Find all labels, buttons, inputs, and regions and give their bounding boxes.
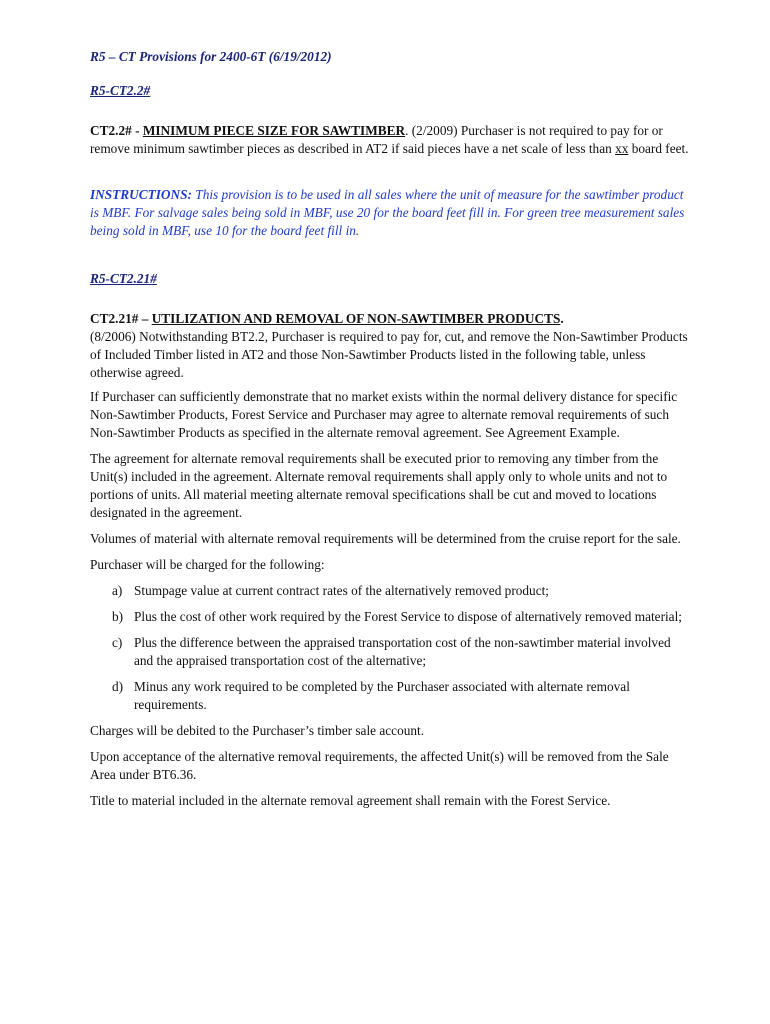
paragraph: Charges will be debited to the Purchaser’s timber sale account. [90, 723, 425, 738]
instructions-text: This provision is to be used in all sales where the unit of measure for the sawtimber product is MBF. For salvage sales being sold in MBF, use 20 for the board feet fill in. For green tree measurement sales being sold in MBF, use 10 for the board feet fill in. [90, 187, 685, 238]
paragraph: Purchaser will be charged for the following: [90, 557, 325, 572]
list-marker: c) [112, 635, 123, 650]
paragraph: If Purchaser can sufficiently demonstrate that no market exists within the normal delivery distance for specific Non-Sawtimber Products, Forest Service and Purchaser may agree to alternate removal requirements of such Non-Sawtimber Products as specified in the alternate removal agreement. See Agreement Example. [90, 389, 678, 440]
list-item [90, 678, 690, 714]
clause-code: CT2.2# [90, 123, 132, 138]
clause-title: UTILIZATION AND REMOVAL OF NON-SAWTIMBER PRODUCTS [151, 311, 561, 326]
list-item [90, 582, 690, 600]
clause-code: CT2.21# [90, 311, 139, 326]
list-item [90, 608, 690, 626]
paragraph: The agreement for alternate removal requirements shall be executed prior to removing any timber from the Unit(s) included in the agreement. Alternate removal requirements shall apply only to whole units and not to portions of units. All material meeting alternate removal specifications shall be cut and moved to locations designated in the agreement. [90, 451, 668, 520]
paragraph: Volumes of material with alternate removal requirements will be determined from the cruise report for the sale. [90, 531, 681, 546]
clause-body-end: board feet. [628, 141, 689, 156]
clause-ct2-2 [90, 122, 690, 158]
list-marker: a) [112, 583, 123, 598]
list-item [90, 634, 690, 670]
clause-separator: - [131, 123, 143, 138]
list-text: Plus the difference between the appraised transportation cost of the non-sawtimber material involved and the appraised transportation cost of the alternative; [134, 635, 671, 668]
list-marker: b) [112, 609, 124, 624]
fill-in-xx: xx [615, 141, 629, 156]
document-page [90, 48, 690, 818]
clause-date: . (2/2009) [405, 123, 461, 138]
paragraph: Title to material included in the alternate removal agreement shall remain with the Forest Service. [90, 793, 611, 808]
list-text: Stumpage value at current contract rates of the alternatively removed product; [134, 583, 549, 598]
list-marker: d) [112, 679, 124, 694]
clause-title: MINIMUM PIECE SIZE FOR SAWTIMBER [142, 123, 406, 138]
instructions-block [90, 186, 690, 240]
clause-ct2-21-intro [90, 310, 690, 382]
paragraph: Upon acceptance of the alternative removal requirements, the affected Unit(s) will be removed from the Sale Area under BT6.36. [90, 749, 669, 782]
section-anchor-ct2-21: R5-CT2.21# [90, 271, 157, 286]
clause-intro-text: (8/2006) Notwithstanding BT2.2, Purchaser is required to pay for, cut, and remove the Non-Sawtimber Products of Included Timber listed in AT2 and those Non-Sawtimber Products listed in the following table, unless otherwise agreed. [90, 329, 688, 380]
clause-separator: – [138, 311, 152, 326]
clause-title-period: . [560, 311, 564, 326]
charges-list [90, 582, 690, 714]
section-anchor-ct2-2: R5-CT2.2# [90, 83, 151, 98]
document-header-title: R5 – CT Provisions for 2400-6T (6/19/2012) [90, 49, 332, 64]
instructions-label: INSTRUCTIONS: [90, 187, 192, 202]
list-text: Plus the cost of other work required by the Forest Service to dispose of alternatively removed material; [134, 609, 682, 624]
clause-ct2-2-text [90, 122, 690, 158]
list-text: Minus any work required to be completed by the Purchaser associated with alternate removal requirements. [134, 679, 630, 712]
clause-ct2-21 [90, 310, 690, 810]
clause-body: Purchaser is not required to pay for or remove minimum sawtimber pieces as described in AT2 if said pieces have a net scale of less than [90, 123, 663, 156]
